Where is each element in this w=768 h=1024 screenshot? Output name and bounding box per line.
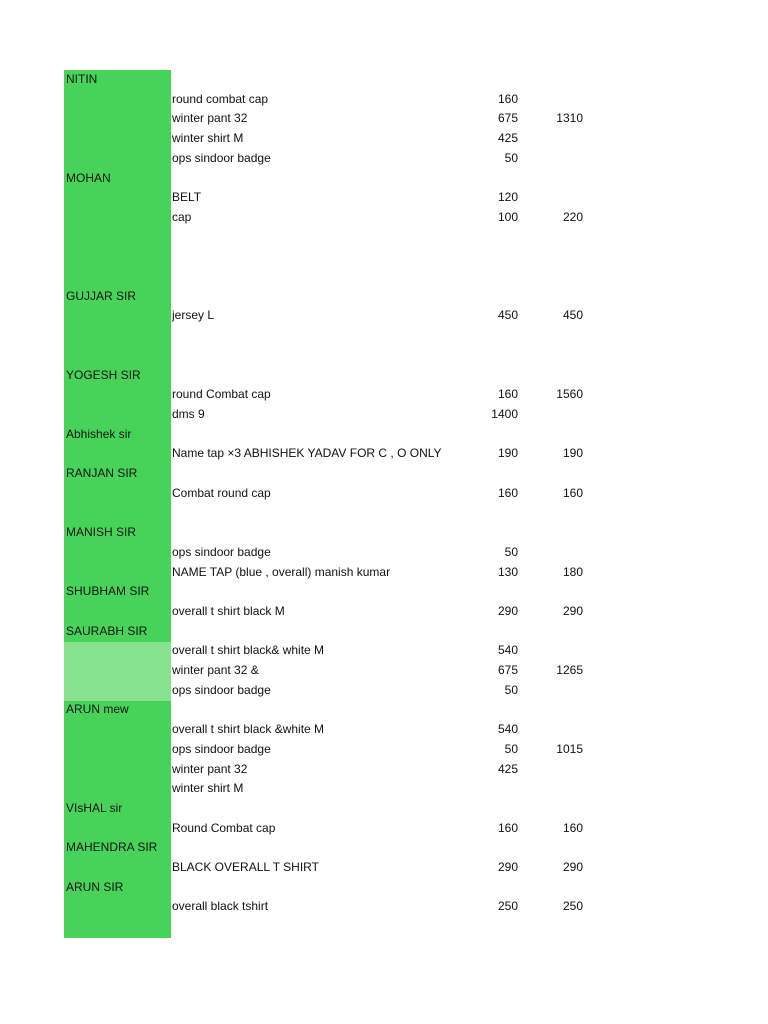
table-row: [0, 720, 768, 740]
item-cell[interactable]: winter shirt M: [172, 131, 244, 146]
item-cell[interactable]: round Combat cap: [172, 387, 271, 402]
price-cell[interactable]: 290: [497, 860, 518, 874]
table-row: [0, 700, 768, 720]
price-cell[interactable]: 540: [497, 722, 518, 737]
price-cell[interactable]: 130: [497, 564, 518, 579]
price-cell[interactable]: 425: [497, 131, 518, 146]
price-cell[interactable]: 50: [504, 682, 518, 697]
total-cell[interactable]: 1310: [556, 111, 583, 126]
total-cell[interactable]: 190: [562, 446, 583, 461]
item-cell[interactable]: overall t shirt black& white M: [172, 643, 325, 658]
price-cell[interactable]: 160: [497, 387, 518, 402]
price-cell[interactable]: 190: [497, 446, 518, 461]
item-cell[interactable]: round combat cap: [172, 91, 269, 106]
table-row: [0, 149, 768, 169]
price-cell[interactable]: 1400: [491, 406, 518, 421]
price-cell[interactable]: 675: [497, 663, 518, 677]
name-cell[interactable]: NITIN: [66, 72, 98, 86]
table-row: [0, 543, 768, 563]
table-row: [0, 326, 768, 346]
table-row: [0, 129, 768, 149]
item-cell[interactable]: winter pant 32 &: [172, 663, 259, 677]
name-cell[interactable]: MOHAN: [66, 170, 111, 185]
item-cell[interactable]: dms 9: [172, 406, 205, 421]
name-cell[interactable]: VIsHAL sir: [66, 800, 123, 815]
table-row: [0, 760, 768, 780]
price-cell[interactable]: 160: [497, 820, 518, 835]
name-cell[interactable]: GUJJAR SIR: [66, 288, 137, 303]
price-cell[interactable]: 540: [497, 643, 518, 658]
price-cell[interactable]: 160: [497, 485, 518, 500]
table-row: [0, 208, 768, 228]
item-cell[interactable]: NAME TAP (blue , overall) manish kumar: [172, 564, 391, 579]
item-cell[interactable]: ops sindoor badge: [172, 741, 271, 756]
table-row: [0, 70, 768, 90]
table-row: [0, 306, 768, 326]
name-cell[interactable]: MANISH SIR: [66, 525, 137, 540]
name-cell[interactable]: Abhishek sir: [66, 426, 132, 441]
table-row: [0, 287, 768, 307]
item-cell[interactable]: Round Combat cap: [172, 820, 276, 835]
table-row: [0, 622, 768, 642]
table-row: [0, 878, 768, 898]
total-cell[interactable]: 250: [562, 899, 583, 914]
table-row: [0, 109, 768, 129]
table-row: [0, 247, 768, 267]
price-cell[interactable]: 450: [497, 308, 518, 323]
price-cell[interactable]: 120: [497, 190, 518, 205]
total-cell[interactable]: 290: [562, 603, 583, 618]
name-cell[interactable]: YOGESH SIR: [66, 367, 141, 382]
item-cell[interactable]: BELT: [172, 190, 202, 205]
table-row: [0, 464, 768, 484]
name-cell[interactable]: MAHENDRA SIR: [66, 840, 158, 855]
price-cell[interactable]: 50: [504, 741, 518, 756]
item-cell[interactable]: cap: [172, 209, 192, 224]
table-row: [0, 681, 768, 701]
table-row: [0, 425, 768, 445]
total-cell[interactable]: 290: [562, 860, 583, 874]
table-row: [0, 385, 768, 405]
price-cell[interactable]: 160: [497, 91, 518, 106]
price-cell[interactable]: 50: [504, 544, 518, 559]
table-row: [0, 228, 768, 248]
table-row: [0, 740, 768, 760]
total-cell[interactable]: 180: [562, 564, 583, 579]
total-cell[interactable]: 160: [562, 485, 583, 500]
item-cell[interactable]: overall t shirt black M: [172, 603, 285, 618]
table-row: [0, 444, 768, 464]
table-row: [0, 661, 768, 681]
name-cell[interactable]: SHUBHAM SIR: [66, 584, 150, 599]
total-cell[interactable]: 160: [562, 820, 583, 835]
price-cell[interactable]: 290: [497, 603, 518, 618]
table-row: [0, 779, 768, 799]
price-cell[interactable]: 675: [497, 111, 518, 126]
total-cell[interactable]: 220: [562, 209, 583, 224]
price-cell[interactable]: 250: [497, 899, 518, 914]
table-row: [0, 838, 768, 858]
item-cell[interactable]: Combat round cap: [172, 485, 271, 500]
name-cell[interactable]: RANJAN SIR: [66, 466, 138, 480]
table-row: [0, 346, 768, 366]
table-row: [0, 641, 768, 661]
total-cell[interactable]: 1265: [556, 663, 583, 677]
table-row: [0, 897, 768, 917]
table-row: [0, 582, 768, 602]
table-row: [0, 484, 768, 504]
table-row: [0, 405, 768, 425]
item-cell[interactable]: ops sindoor badge: [172, 544, 271, 559]
table-row: [0, 366, 768, 386]
table-row: [0, 602, 768, 622]
item-cell[interactable]: winter pant 32: [172, 761, 248, 776]
total-cell[interactable]: 1560: [556, 387, 583, 402]
item-cell[interactable]: overall black tshirt: [172, 899, 269, 914]
table-row: [0, 188, 768, 208]
name-cell[interactable]: ARUN mew: [66, 702, 129, 717]
table-row: [0, 267, 768, 287]
item-cell[interactable]: jersey L: [172, 308, 215, 323]
table-row: [0, 819, 768, 839]
price-cell[interactable]: 50: [504, 150, 518, 165]
table-row: [0, 90, 768, 110]
table-row: [0, 858, 768, 878]
table-row: [0, 563, 768, 583]
item-cell[interactable]: winter shirt M: [172, 781, 244, 796]
item-cell[interactable]: BLACK OVERALL T SHIRT: [172, 860, 319, 874]
item-cell[interactable]: overall t shirt black &white M: [172, 722, 325, 737]
table-row: [0, 503, 768, 523]
total-cell[interactable]: 1015: [556, 741, 583, 756]
name-cell[interactable]: ARUN SIR: [66, 879, 124, 894]
item-cell[interactable]: winter pant 32: [172, 111, 248, 126]
item-cell[interactable]: Name tap ×3 ABHISHEK YADAV FOR C , O ONLY: [172, 446, 442, 461]
item-cell[interactable]: ops sindoor badge: [172, 150, 271, 165]
price-cell[interactable]: 100: [497, 209, 518, 224]
price-cell[interactable]: 425: [497, 761, 518, 776]
table-row: [0, 799, 768, 819]
total-cell[interactable]: 450: [562, 308, 583, 323]
item-cell[interactable]: ops sindoor badge: [172, 682, 271, 697]
table-row: [0, 523, 768, 543]
name-cell[interactable]: SAURABH SIR: [66, 623, 148, 638]
table-row: [0, 169, 768, 189]
